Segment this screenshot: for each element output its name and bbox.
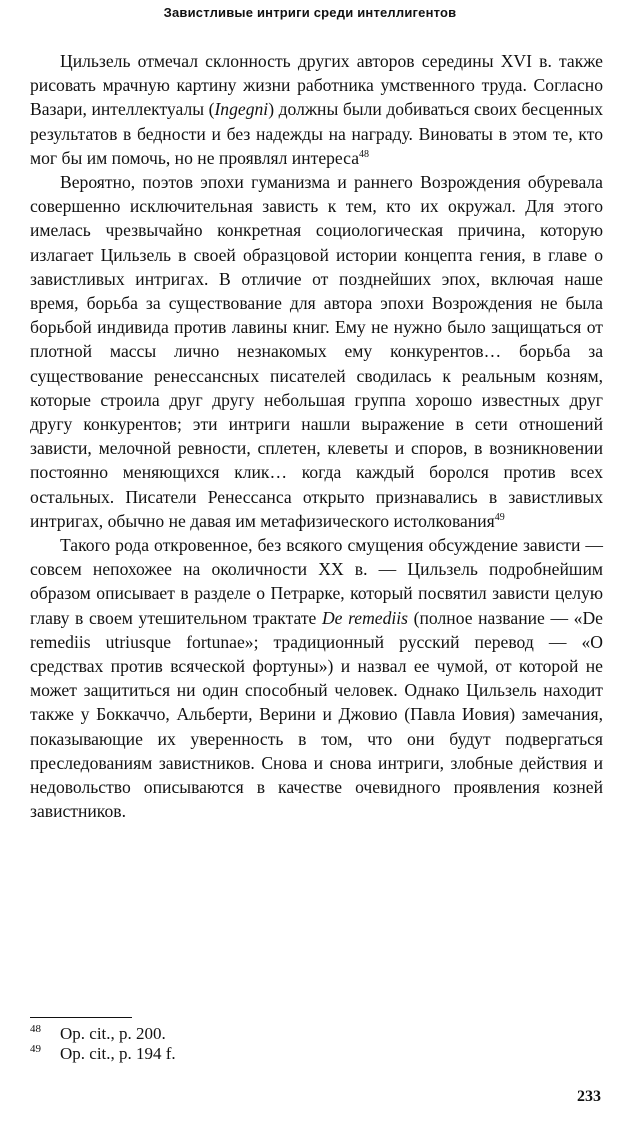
text-run: Цильзель отмечал склонность других авторов середины XVI в. также рисовать мрачную картину жизни работника умственного труда. Согласно Вазари, интеллектуалы ( <box>30 51 603 120</box>
running-head: Завистливые интриги среди интеллигентов <box>163 5 457 20</box>
footnote-49 <box>30 1044 430 1064</box>
footnote-text: Op. cit., p. 200. <box>60 1024 166 1043</box>
text-run: ) должны были добиваться своих бесценных результатов в бедности и без надежды на награду. Виноваты в этом те, кто мог бы им помочь, но не проявлял интереса <box>30 99 604 168</box>
text-run: Вероятно, поэтов эпохи гуманизма и раннего Возрождения обуревала совершенно исключительная зависть к тем, кто их окружал. Для этого имелась чрезвычайно конкретная социологическая причина, которую излагает Цильзель в своей образцовой истории концепта гения, в главе о завистливых интригах. В отличие от позднейших эпох, включая наше время, борьба за существование для автора эпохи Возрождения не была борьбой индивида против лавины книг. Ему не нужно было защищаться от плотной массы лично незнакомых ему конкурентов… борьба за существование ренессансных писателей сводилась к реальным козням, которые строила друг другу небольшая группа хорошо известных друг другу конкурентов; эти интриги нашли выражение в сети отношений зависти, мелочной ревности, сплетен, клеветы и споров, в возникновении постоянно меняющихся клик… когда каждый боролся против всех остальных. Писатели Ренессанса открыто признавались в завистливых интригах, обычно не давая им метафизического истолкования <box>30 172 603 531</box>
footnote-48 <box>30 1024 430 1044</box>
text-run: (полное название — «De remediis utriusque fortunae»; традиционный русский перевод — «О средствах против всяческой фортуны») и назвал ее чумой, от которой не может защититься ни один способный человек. Однако Цильзель находит также у Боккаччо, Альберти, Верини и Джовио (Павла Иовия) замечания, показывающие их уверенность в том, что они будут подвергаться преследованиям завистников. Снова и снова интриги, злобные действия и недовольство описываются в качестве очевидного проявления козней завистников. <box>30 607 603 822</box>
footnote-divider <box>30 1017 132 1018</box>
footnotes <box>30 1024 430 1064</box>
footnote-ref: 48 <box>359 148 370 160</box>
footnote-number: 49 <box>30 1043 41 1055</box>
footnote-text: Op. cit., p. 194 f. <box>60 1044 176 1063</box>
page-number: 233 <box>577 1088 601 1105</box>
italic-term: Ingegni <box>214 99 269 120</box>
paragraph-3 <box>30 533 603 823</box>
paragraph-2 <box>30 170 603 533</box>
paragraph-1 <box>30 49 603 170</box>
text-run: Такого рода откровенное, без всякого смущения обсуждение зависти — совсем непохожее на околичности XX в. — Цильзель подробнейшим образом описывает в разделе о Петрарке, который посвятил зависти целую главу в своем утешительном трактате <box>30 535 603 628</box>
footnote-number: 48 <box>30 1023 41 1035</box>
body-text <box>30 49 603 824</box>
footnote-ref: 49 <box>494 512 505 523</box>
italic-term: De remediis <box>321 607 409 628</box>
